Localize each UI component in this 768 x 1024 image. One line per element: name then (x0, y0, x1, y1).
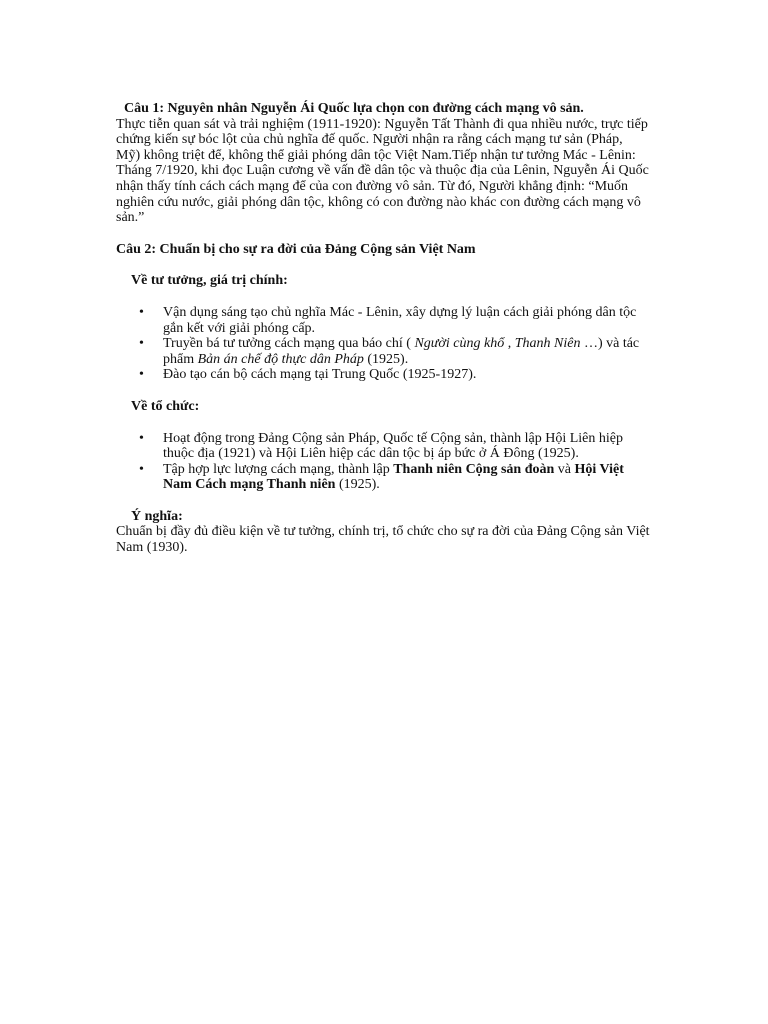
question-2-title: Câu 2: Chuẩn bị cho sự ra đời của Đảng Cộng sản Việt Nam (116, 241, 476, 257)
organization-name: Hội Việt Nam Cách mạng Thanh niên (163, 461, 624, 493)
ideology-heading: Về tư tưởng, giá trị chính: (131, 273, 288, 289)
ideology-list (116, 305, 650, 383)
organization-heading: Về tổ chức: (131, 398, 200, 414)
meaning-paragraph: Chuẩn bị đầy đủ điều kiện về tư tưởng, chính trị, tổ chức cho sự ra đời của Đảng Cộng sản Việt Nam (1930). (116, 524, 650, 556)
list-item (139, 461, 650, 493)
list-item-text-post: (1925). (335, 477, 380, 493)
list-item (139, 336, 650, 367)
bullet-icon: • (139, 336, 144, 352)
document-page (116, 101, 650, 556)
question-1-paragraph: Thực tiễn quan sát và trải nghiệm (1911-1920): Nguyễn Tất Thành đi qua nhiều nước, trực tiếp chứng kiến sự bóc lột của chủ nghĩa đế quốc. Người nhận ra rằng cách mạng tư sản (Pháp, Mỹ) không triệt để, không thể giải phóng dân tộc Việt Nam.Tiếp nhận tư tưởng Mác - Lênin: Tháng 7/1920, khi đọc Luận cương về vấn đề dân tộc và thuộc địa của Lênin, Nguyễn Ái Quốc nhận thấy tính cách cách mạng để của con đường vô sản. Từ đó, Người khẳng định: “Muốn nghiên cứu nước, giải phóng dân tộc, không có con đường nào khác con đường cách mạng vô sản.” (116, 116, 649, 226)
newspaper-name: Thanh Niên (514, 336, 581, 352)
list-item-text: Đào tạo cán bộ cách mạng tại Trung Quốc (1925-1927). (163, 367, 477, 383)
list-item (139, 304, 650, 336)
bullet-icon: • (139, 461, 144, 477)
list-item (139, 367, 650, 383)
meaning-heading: Ý nghĩa: (131, 508, 183, 524)
newspaper-name: Người cùng khổ (414, 336, 505, 352)
list-item-text-pre: Truyền bá tư tưởng cách mạng qua báo chí ( (163, 336, 415, 352)
bullet-icon: • (139, 430, 144, 446)
bullet-icon: • (139, 304, 144, 320)
list-item-text: Vận dụng sáng tạo chủ nghĩa Mác - Lênin, xây dựng lý luận cách giải phóng dân tộc gắn kết với giải phóng cấp. (163, 304, 637, 336)
organization-name: Thanh niên Cộng sản đoàn (393, 461, 555, 477)
list-item-text-mid: và (554, 461, 575, 477)
organization-list (116, 431, 650, 493)
bullet-icon: • (139, 367, 144, 383)
list-item-text-pre: Tập hợp lực lượng cách mạng, thành lập (163, 461, 394, 477)
list-item-text-sep: , (504, 336, 515, 352)
list-item-text: Hoạt động trong Đảng Cộng sản Pháp, Quốc tế Cộng sản, thành lập Hội Liên hiệp thuộc địa (1921) và Hội Liên hiệp các dân tộc bị áp bức ở Á Đông (1925). (163, 430, 623, 462)
question-1-title: Câu 1: Nguyên nhân Nguyễn Ái Quốc lựa chọn con đường cách mạng vô sản. (124, 101, 584, 116)
list-item-text-mid: …) và tác phẩm (163, 336, 640, 367)
list-item-text-post: (1925). (363, 351, 409, 367)
list-item (139, 430, 650, 462)
book-title: Bản án chế độ thực dân Pháp (197, 351, 364, 367)
